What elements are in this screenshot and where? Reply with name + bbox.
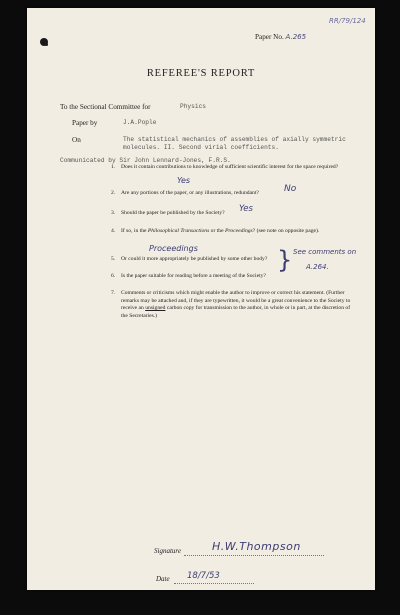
date-line xyxy=(174,583,254,584)
punch-hole-small xyxy=(45,43,48,46)
on-title-line2: molecules. II. Second virial coefficients. xyxy=(123,144,279,151)
brace-note-line2: A.264. xyxy=(306,263,329,271)
date-label: Date xyxy=(156,575,170,583)
paper-by-value: J.A.Pople xyxy=(123,119,157,126)
on-label: On xyxy=(72,136,81,144)
committee-value: Physics xyxy=(180,103,206,110)
question-5: 5. Or could it more appropriately be published by some other body? xyxy=(111,256,268,262)
paper-by-label: Paper by xyxy=(72,119,98,127)
question-7: 7. Comments or criticisms which might enable the author to improve or correct his statement. (Further remarks may be attached and, if they are typewritten, it would be a great convenience to the Society to receive an unsigned carbon copy for transmission to the author, in whole or in part, at the discretion of the Secretaries.) xyxy=(111,290,351,319)
answer-3: Yes xyxy=(239,204,253,214)
referee-report-sheet xyxy=(27,8,375,590)
paper-number-value: A.265 xyxy=(285,33,307,41)
date-value: 18/7/53 xyxy=(187,571,220,581)
paper-number xyxy=(255,33,306,41)
page-title: REFEREE'S REPORT xyxy=(146,68,256,79)
communicated-by: Communicated by Sir John Lennard-Jones, F.R.S. xyxy=(60,157,231,164)
answer-2: No xyxy=(284,184,297,194)
question-2: 2. Are any portions of the paper, or any illustrations, redundant? xyxy=(111,190,259,196)
answer-1: Yes xyxy=(177,176,191,185)
question-6: 6. Is the paper suitable for reading before a meeting of the Society? xyxy=(111,273,266,279)
paper-number-label: Paper No. xyxy=(255,33,284,41)
brace-mark: } xyxy=(277,246,293,274)
question-1: 1. Does it contain contributions to knowledge of sufficient scientific interest for the space required? xyxy=(111,164,339,170)
answer-4: Proceedings xyxy=(149,244,198,253)
archive-reference: RR/79/124 xyxy=(329,17,366,25)
brace-note-line1: See comments on xyxy=(293,248,357,256)
question-3: 3. Should the paper be published by the Society? xyxy=(111,210,225,216)
signature-value: H.W.Thompson xyxy=(212,540,301,553)
signature-line xyxy=(184,555,324,556)
on-title-line1: The statistical mechanics of assemblies of axially symmetric xyxy=(123,136,346,143)
signature-label: Signature xyxy=(154,547,181,555)
committee-label: To the Sectional Committee for xyxy=(60,103,151,111)
question-4: 4. If so, in the Philosophical Transactions or the Proceedings? (see note on opposite page). xyxy=(111,228,320,234)
